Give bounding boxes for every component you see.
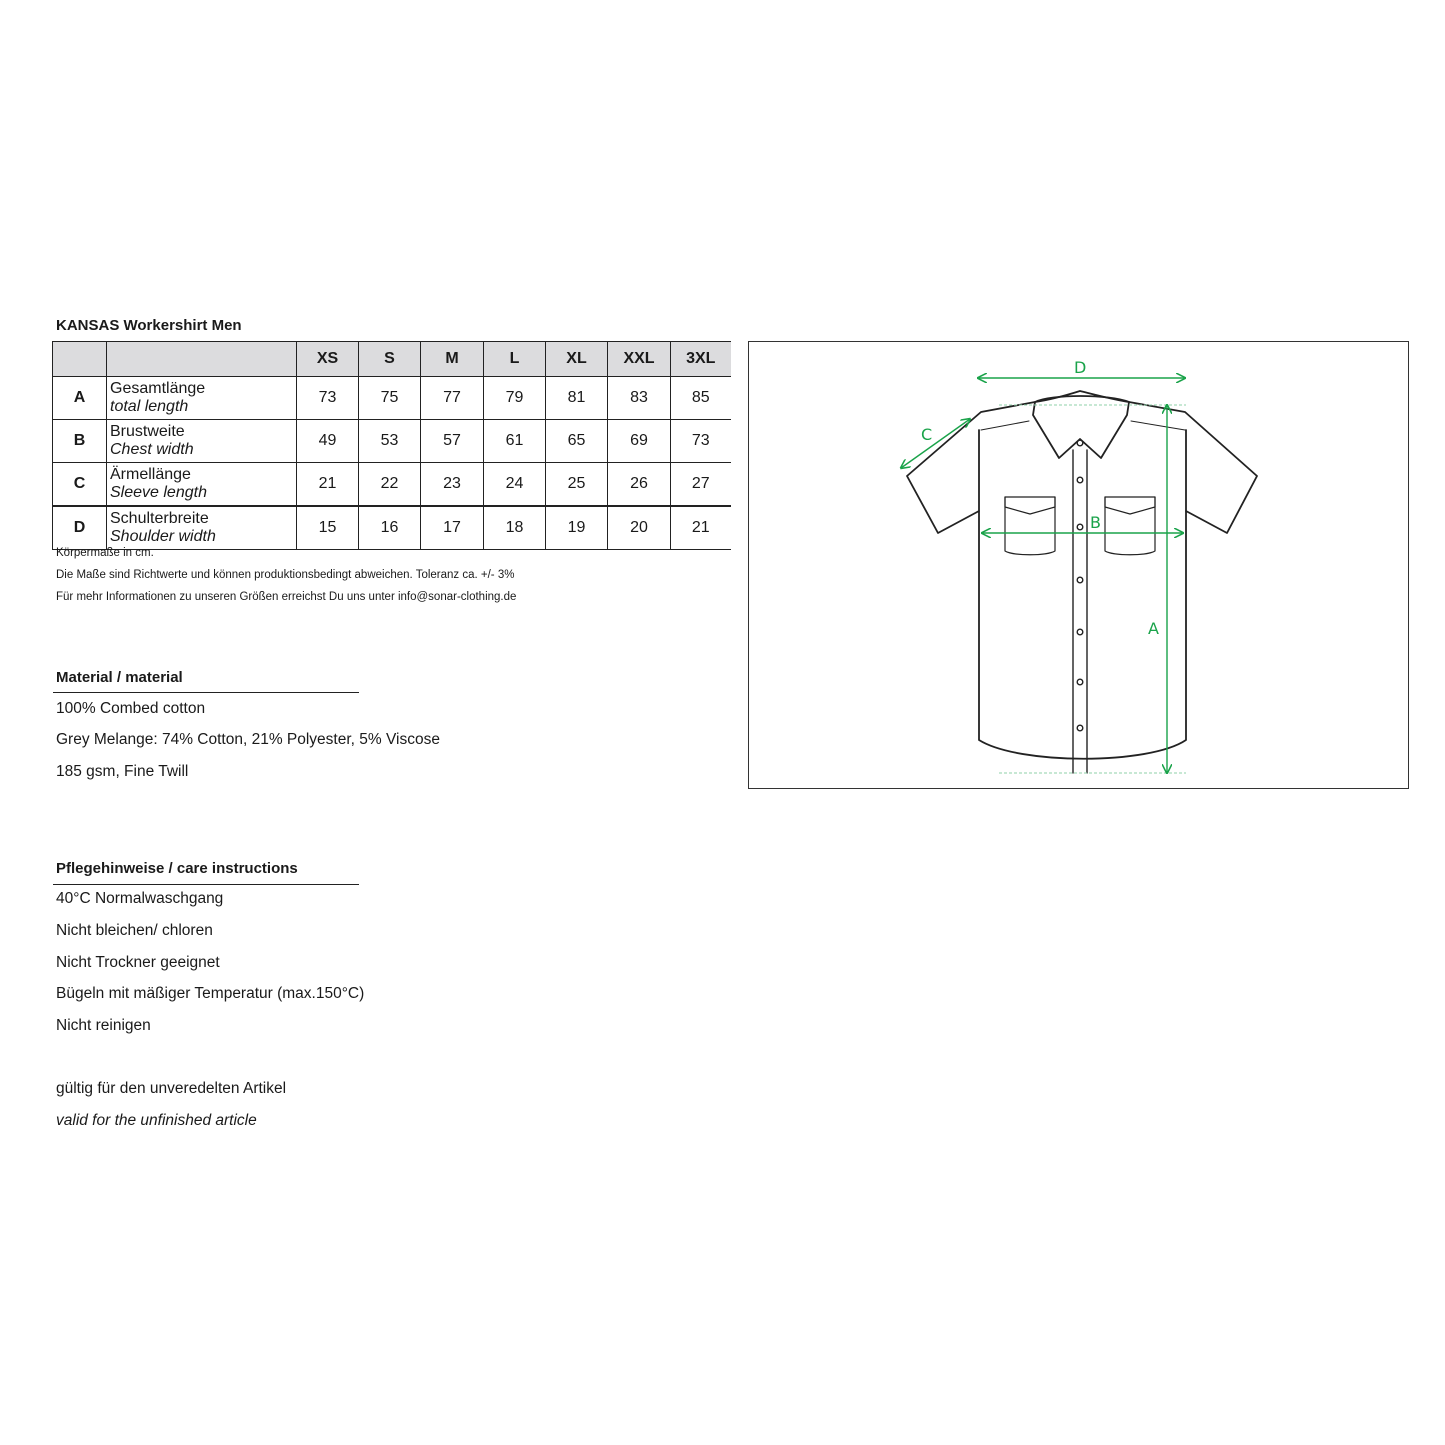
validity-note-de: gültig für den unveredelten Artikel: [56, 1080, 287, 1097]
sleeve-arrow: [901, 419, 970, 468]
measure-code: A: [53, 377, 107, 420]
dim-label-c: C: [921, 425, 933, 444]
measure-code: D: [53, 506, 107, 550]
size-header: XXL: [608, 342, 671, 377]
header-blank-code: [53, 342, 107, 377]
button-icon: [1077, 679, 1083, 685]
table-cell: 26: [608, 463, 671, 507]
table-cell: 17: [421, 506, 484, 550]
care-line: Nicht Trockner geeignet: [56, 954, 220, 971]
table-cell: 25: [546, 463, 608, 507]
table-cell: 83: [608, 377, 671, 420]
table-row: [53, 506, 731, 550]
dim-label-b: B: [1090, 513, 1101, 532]
table-cell: 23: [421, 463, 484, 507]
button-icon: [1077, 629, 1083, 635]
header-blank-label: [107, 342, 297, 377]
table-cell: 53: [359, 420, 421, 463]
table-cell: 73: [671, 420, 731, 463]
material-line: 185 gsm, Fine Twill: [56, 763, 189, 780]
button-icon: [1077, 477, 1083, 483]
dim-label-a: A: [1148, 619, 1159, 638]
table-cell: 57: [421, 420, 484, 463]
table-cell: 19: [546, 506, 608, 550]
size-header: M: [421, 342, 484, 377]
measure-label-de: Gesamtlänge: [110, 380, 206, 397]
table-cell: 81: [546, 377, 608, 420]
material-line: Grey Melange: 74% Cotton, 21% Polyester, 5% Viscose: [56, 731, 440, 748]
note-units: Körpermaße in cm.: [56, 547, 154, 559]
table-cell: 27: [671, 463, 731, 507]
measurement-diagram: [748, 341, 1409, 789]
table-cell: 15: [297, 506, 359, 550]
care-line: 40°C Normalwaschgang: [56, 890, 224, 907]
measure-arrows: [901, 378, 1185, 773]
table-cell: 22: [359, 463, 421, 507]
material-divider: [53, 692, 359, 693]
table-cell: 16: [359, 506, 421, 550]
table-cell: 77: [421, 377, 484, 420]
table-cell: 61: [484, 420, 546, 463]
measure-label: [107, 420, 297, 463]
size-header: XS: [297, 342, 359, 377]
table-row: [53, 377, 731, 420]
dim-label-d: D: [1074, 358, 1087, 377]
size-table: [52, 341, 731, 550]
measure-label-de: Schulterbreite: [110, 510, 209, 527]
button-icon: [1077, 524, 1083, 530]
table-cell: 49: [297, 420, 359, 463]
size-header: L: [484, 342, 546, 377]
product-title: KANSAS Workershirt Men: [56, 317, 242, 334]
button-icon: [1077, 725, 1083, 731]
material-line: 100% Combed cotton: [56, 700, 206, 717]
measure-label-de: Ärmellänge: [110, 466, 191, 483]
note-tolerance: Die Maße sind Richtwerte und können produktionsbedingt abweichen. Toleranz ca. +/- 3%: [56, 569, 515, 581]
measure-label-en: Shoulder width: [110, 528, 216, 545]
material-heading: Material / material: [56, 669, 183, 686]
table-row: [53, 420, 731, 463]
measure-code: C: [53, 463, 107, 507]
table-cell: 75: [359, 377, 421, 420]
measure-label: [107, 377, 297, 420]
care-line: Nicht reinigen: [56, 1017, 151, 1034]
measure-label-en: total length: [110, 398, 189, 415]
size-header-row: [53, 342, 731, 377]
care-heading: Pflegehinweise / care instructions: [56, 860, 298, 877]
shirt-buttons: [1077, 440, 1083, 731]
measure-label: [107, 506, 297, 550]
table-cell: 65: [546, 420, 608, 463]
note-contact: Für mehr Informationen zu unseren Größen erreichst Du uns unter info@sonar-clothing.de: [56, 591, 517, 603]
measure-code: B: [53, 420, 107, 463]
table-cell: 24: [484, 463, 546, 507]
size-header: XL: [546, 342, 608, 377]
measure-label-en: Chest width: [110, 441, 194, 458]
size-header: 3XL: [671, 342, 731, 377]
measure-label: [107, 463, 297, 507]
validity-note-en: valid for the unfinished article: [56, 1112, 257, 1129]
shirt-sketch: [749, 342, 1410, 790]
table-cell: 21: [671, 506, 731, 550]
button-icon: [1077, 577, 1083, 583]
table-cell: 73: [297, 377, 359, 420]
measure-guides: [999, 405, 1186, 773]
care-divider: [53, 884, 359, 885]
table-cell: 79: [484, 377, 546, 420]
care-line: Nicht bleichen/ chloren: [56, 922, 213, 939]
table-row: [53, 463, 731, 507]
button-icon: [1077, 440, 1083, 446]
measure-label-de: Brustweite: [110, 423, 185, 440]
table-cell: 85: [671, 377, 731, 420]
table-cell: 69: [608, 420, 671, 463]
measure-label-en: Sleeve length: [110, 484, 207, 501]
size-header: S: [359, 342, 421, 377]
care-line: Bügeln mit mäßiger Temperatur (max.150°C): [56, 985, 365, 1002]
table-cell: 21: [297, 463, 359, 507]
table-cell: 20: [608, 506, 671, 550]
table-cell: 18: [484, 506, 546, 550]
